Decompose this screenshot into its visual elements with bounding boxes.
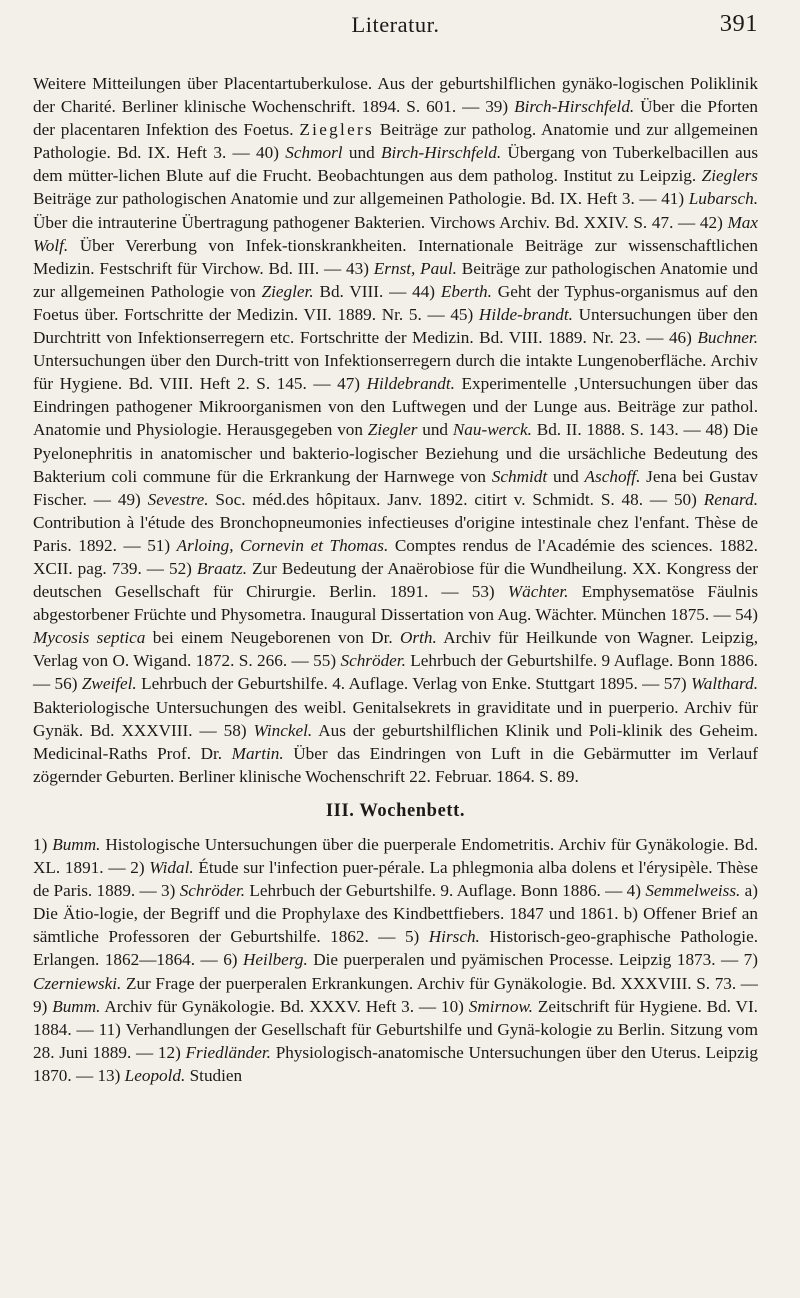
bibliography-paragraph bbox=[33, 833, 758, 1087]
ref-text: Untersuchungen über den Durch-tritt von Infektionserregern durch die intakte Lungenoberfläche. Archiv für Hygiene. Bd. VIII. Heft 2. S. 145. — 47) bbox=[33, 351, 758, 394]
ref-text: Lehrbuch der Geburtshilfe. 4. Auflage. Verlag von Enke. Stuttgart 1895. — 57) bbox=[136, 674, 691, 694]
ref-author: Martin. bbox=[231, 743, 284, 763]
ref-author: Friedländer. bbox=[185, 1042, 271, 1062]
ref-text: Über die intrauterine Übertragung pathogener Bakterien. Virchows Archiv. Bd. XXIV. S. 47. — 42) bbox=[33, 212, 728, 232]
ref-author: Bumm. bbox=[52, 835, 101, 854]
ref-text: Beiträge zur pathologischen Anatomie und zur allgemeinen Pathologie von bbox=[33, 258, 758, 301]
ref-author: Mycosis septica bbox=[33, 628, 146, 648]
ref-spaced-name: Zieglers bbox=[299, 120, 375, 140]
ref-text: Comptes rendus de l'Académie des sciences. 1882. XCII. pag. 739. — 52) bbox=[33, 535, 758, 578]
ref-author: Schröder. bbox=[340, 651, 406, 671]
ref-text: Jena bei Gustav Fischer. — 49) bbox=[33, 466, 759, 509]
ref-author: Sevestre. bbox=[147, 489, 209, 509]
ref-author: Ziegler bbox=[367, 420, 418, 440]
ref-text: Geht der Typhus-organismus auf den Foetus über. Fortschritte der Medizin. VII. 1889. Nr. 5. — 45) bbox=[33, 281, 758, 324]
ref-author: Lubarsch. bbox=[688, 189, 758, 209]
ref-text: bei einem Neugeborenen von Dr. bbox=[145, 628, 401, 648]
ref-text: Beiträge zur pathologischen Anatomie und zur allgemeinen Pathologie. Bd. IX. Heft 3. — 41) bbox=[33, 189, 689, 209]
ref-text: Lehrbuch der Geburtshilfe. 9 Auflage. Bonn 1886. — 56) bbox=[33, 651, 758, 694]
ref-author: Schröder. bbox=[179, 881, 246, 901]
page-number: 391 bbox=[719, 10, 758, 37]
ref-text: Die puerperalen und pyämischen Processe. Leipzig 1873. — 7) bbox=[307, 950, 758, 970]
ref-text: Histologische Untersuchungen über die puerperale Endometritis. Archiv für Gynäkologie. Bd. XL. 1891. — 2) bbox=[33, 835, 758, 878]
ref-text: Contribution à l'étude des Bronchopneumonies infectieuses d'origine intestinale chez l'enfant. Thèse de Paris. 1892. — 51) bbox=[33, 512, 758, 555]
ref-text: Bd. II. 1888. S. 143. — 48) Die Pyelonephritis in anatomischer und bakterio-logischer Beziehung und die ursächliche Bedeutung des Bakterium coli commune für die Erkrankung der Harnwege von bbox=[33, 420, 758, 486]
ref-text: und bbox=[417, 420, 453, 440]
ref-author: Birch-Hirschfeld. bbox=[380, 143, 502, 163]
ref-text: Zur Frage der puerperalen Erkrankungen. Archiv für Gynäkologie. Bd. XXXVIII. S. 73. — 9) bbox=[33, 973, 758, 1016]
ref-author: Birch-Hirschfeld. bbox=[514, 97, 635, 117]
ref-text: Studien bbox=[185, 1065, 243, 1085]
ref-text: Über die Pforten der placentaren Infektion des Foetus. bbox=[33, 97, 758, 140]
ref-text: a) Die Ätio-logie, der Begriff und die Prophylaxe des Kindbettfiebers. 1847 und 1861. b) Offener Brief an sämtliche Professoren der Geburtshilfe. 1862. — 5) bbox=[33, 881, 759, 947]
ref-author: Leopold. bbox=[124, 1065, 186, 1085]
ref-text: Étude sur l'infection puer-pérale. La phlegmonia alba dolens et l'érysipèle. Thèse de Paris. 1889. — 3) bbox=[33, 858, 758, 901]
ref-text: 1) bbox=[33, 835, 53, 854]
ref-author: Zieglers bbox=[701, 166, 758, 186]
ref-text: Lehrbuch der Geburtshilfe. 9. Auflage. Bonn 1886. — 4) bbox=[245, 881, 646, 901]
ref-text: Archiv für Heilkunde von Wagner. Leipzig, Verlag von O. Wigand. 1872. S. 266. — 55) bbox=[33, 628, 758, 671]
ref-author: Czerniewski. bbox=[33, 973, 122, 993]
ref-author: Orth. bbox=[400, 628, 437, 648]
ref-text: Zeitschrift für Hygiene. Bd. VI. 1884. — 11) Verhandlungen der Gesellschaft für Geburtshilfe und Gynä-kologie zu Berlin. Sitzung vom 28. Juni 1889. — 12) bbox=[33, 996, 758, 1062]
ref-text: Emphysematöse Fäulnis abgestorbener Früchte und Physometra. Inaugural Dissertation von Aug. Wächter. München 1875. — 54) bbox=[33, 582, 759, 625]
running-head bbox=[33, 10, 758, 38]
ref-text: Bd. VIII. — 44) bbox=[313, 281, 441, 301]
ref-text: Physiologisch-anatomische Untersuchungen über den Uterus. Leipzig 1870. — 13) bbox=[33, 1042, 758, 1085]
ref-text: Untersuchungen über den Durchtritt von Infektionserregern etc. Fortschritte der Medizin. Bd. VIII. 1889. Nr. 23. — 46) bbox=[33, 304, 758, 348]
ref-text: Beiträge zur patholog. Anatomie und zur allgemeinen Pathologie. Bd. IX. Heft 3. — 40) bbox=[33, 120, 758, 163]
section-heading: III. Wochenbett. bbox=[325, 800, 466, 821]
ref-text: Soc. méd.des hôpitaux. Janv. 1892. citirt v. Schmidt. S. 48. — 50) bbox=[208, 489, 704, 509]
ref-author: Smirnow. bbox=[468, 996, 533, 1016]
ref-author: Ernst, Paul. bbox=[373, 258, 457, 278]
ref-text: Historisch-geo-graphische Pathologie. Erlangen. 1862—1864. — 6) bbox=[33, 927, 758, 970]
ref-text: Über das Eindringen von Luft in die Gebärmutter im Verlauf zögernder Geburten. Berliner klinische Wochenschrift 22. Februar. 1864. S. 89. bbox=[33, 743, 758, 786]
ref-text: Aus der geburtshilflichen Klinik und Poli-klinik des Geheim. Medicinal-Raths Prof. Dr. bbox=[33, 720, 758, 763]
ref-author: Ziegler. bbox=[261, 281, 314, 301]
ref-author: Wächter. bbox=[507, 582, 569, 602]
ref-text: Über Vererbung von Infek-tionskrankheiten. Internationale Beiträge zur wissenschaftlichen Medizin. Festschrift für Virchow. Bd. III. — 43) bbox=[33, 235, 758, 278]
ref-author: Arloing, Cornevin et Thomas. bbox=[176, 535, 389, 555]
ref-author: Widal. bbox=[149, 858, 194, 878]
ref-text: Zur Bedeutung der Anaërobiose für die Wundheilung. XX. Kongress der deutschen Gesellschaft für Chirurgie. Berlin. 1891. — 53) bbox=[33, 558, 758, 602]
ref-author: Hilde-brandt. bbox=[478, 304, 573, 324]
ref-text: Weitere Mitteilungen über Placentartuberkulose. Aus der geburtshilflichen gynäko-logischen Poliklinik der Charité. Berliner klinische Wochenschrift. 1894. S. 601. — 39) bbox=[33, 74, 758, 117]
ref-author: Buchner. bbox=[697, 328, 758, 348]
ref-author: Hirsch. bbox=[428, 927, 480, 947]
ref-author: Semmelweiss. bbox=[645, 881, 741, 901]
ref-author: Braatz. bbox=[196, 558, 248, 578]
ref-text: Übergang von Tuberkelbacillen aus dem mütter-lichen Blute auf die Frucht. Beobachtungen aus dem patholog. Institut zu Leipzig. bbox=[33, 143, 759, 186]
ref-author: Schmidt bbox=[491, 466, 548, 486]
ref-author: Zweifel. bbox=[81, 674, 137, 694]
ref-text: Bakteriologische Untersuchungen des weibl. Genitalsekrets in graviditate und in puerperio. Archiv für Gynäk. Bd. XXXVIII. — 58) bbox=[33, 697, 758, 740]
bibliography-paragraph bbox=[33, 72, 758, 788]
ref-author: Walthard. bbox=[690, 674, 758, 694]
ref-author: Winckel. bbox=[253, 720, 313, 740]
ref-author: Hildebrandt. bbox=[366, 374, 455, 394]
ref-author: Eberth. bbox=[440, 281, 492, 301]
ref-author: Renard. bbox=[703, 489, 758, 509]
ref-author: Bumm. bbox=[52, 996, 101, 1016]
ref-text: und bbox=[547, 466, 585, 486]
ref-author: Aschoff. bbox=[584, 466, 641, 486]
ref-text: und bbox=[342, 143, 381, 163]
running-title: Literatur. bbox=[351, 12, 440, 37]
ref-text: Archiv für Gynäkologie. Bd. XXXV. Heft 3. — 10) bbox=[100, 996, 469, 1016]
ref-author: Schmorl bbox=[285, 143, 343, 163]
ref-author: Max Wolf. bbox=[33, 212, 758, 255]
ref-author: Heilberg. bbox=[243, 950, 308, 970]
ref-author: Nau-werck. bbox=[452, 420, 532, 440]
bibliography-text bbox=[33, 72, 758, 1087]
ref-text: Experimentelle ‚Untersuchungen über das Eindringen pathogener Mikroorganismen von den Luftwegen und der Lunge aus. Beiträge zur pathol. Anatomie und Physiologie. Herausgegeben von bbox=[33, 374, 759, 440]
